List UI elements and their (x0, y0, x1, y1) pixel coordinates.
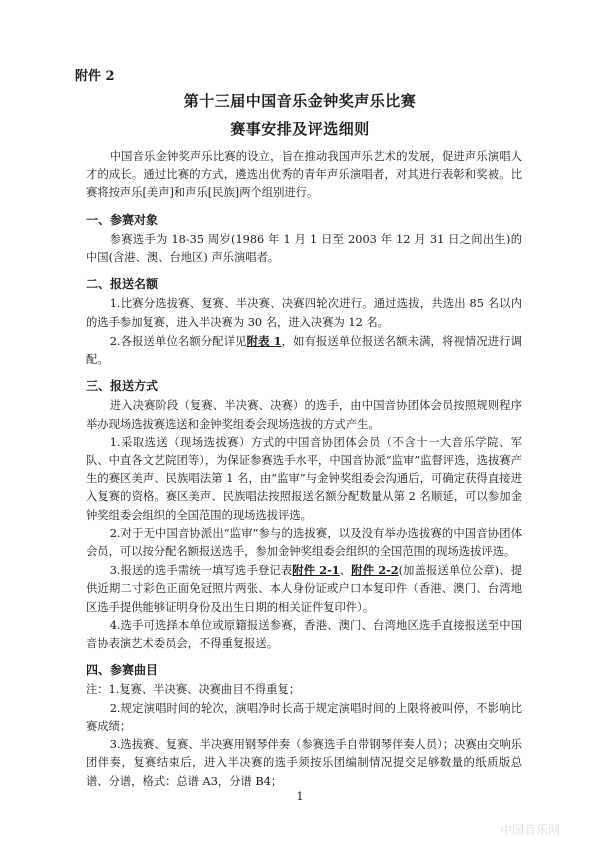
section-2-paragraph-1: 1.比赛分选拔赛、复赛、半决赛、决赛四轮次进行。通过选拔，共选出 85 名以内的选手参加复赛，进入半决赛为 30 名，进入决赛为 12 名。 (86, 297, 522, 329)
document-title-line1: 第十三届中国音乐金钟奖声乐比赛 (183, 92, 417, 110)
section-3-paragraph-1: 1.采取选送（现场选拔赛）方式的中国音协团体会员（不含十一大音乐学院、军队、中直各文艺院团等），为保证参赛选手水平，中国音协派“监审”监督评选，选拔赛产生的赛区美声、民族唱法第 1 名，由“监审”与金钟奖组委会沟通后，可确定获得直接进入复赛的资格。赛区美声、民族唱法按照报送名额分配数量从第 2 名顺延，可以参加金钟奖组委会组织的全国范围的现场选拔评选。 (86, 435, 522, 522)
document-title-line2: 赛事安排及评选细则 (230, 120, 370, 138)
section-4-note-1: 注：1.复赛、半决赛、决赛曲目不得重复； (86, 683, 301, 697)
section-2-text-b: ，如有报送单位报送名额未满，将视情况进行调配。 (86, 334, 522, 367)
watermark: 中国音乐网 (499, 823, 560, 837)
section-1-heading: 一、参赛对象 (86, 212, 159, 227)
section-1-paragraph: 参赛选手为 18-35 周岁(1986 年 1 月 1 日至 2003 年 12 月 31 日之间出生)的中国(含港、澳、台地区) 声乐演唱者。 (86, 232, 522, 265)
section-4-note-2: 2.规定演唱时间的轮次，演唱净时长高于规定演唱时间的上限将被叫停，不影响比赛成绩； (86, 701, 522, 733)
attachment-2-1-link[interactable]: 附件 2-1 (292, 563, 340, 578)
section-2-heading: 二、报送名额 (86, 277, 159, 292)
attachment-label: 附件 2 (75, 69, 115, 84)
section-3-separator: 、 (339, 564, 352, 578)
intro-paragraph: 中国音乐金钟奖声乐比赛的设立，旨在推动我国声乐艺术的发展，促进声乐演唱人才的成长。通过比赛的方式，遴选出优秀的青年声乐演唱者，对其进行表彰和奖被。比赛将按声乐[美声]和声乐[民族]两个组别进行。 (86, 150, 522, 200)
section-3-paragraph-2: 2.对于无中国音协派出“监审”参与的选拔赛，以及没有举办选拔赛的中国音协团体会员，可以按分配名额报送选手，参加金钟奖组委会组织的全国范围的现场选拔评选。 (86, 526, 522, 559)
attachment-2-2-link[interactable]: 附件 2-2 (351, 563, 399, 578)
document-body (86, 148, 522, 791)
section-3-paragraph-4: 4.选手可选择本单位或原籍报送参赛，香港、澳门、台湾地区选手直接报送至中国音协表演艺术委员会，不得重复报送。 (86, 618, 522, 651)
section-3-paragraph-3 (86, 561, 522, 617)
appendix-table-1-link[interactable]: 附表 1 (246, 333, 282, 348)
section-3-heading: 三、报送方式 (86, 379, 159, 394)
section-3-text-b: (加盖报送单位公章)、提供近期二寸彩色正面免冠照片两张、本人身份证或户口本复印件（香港、澳门、台湾地区选手提供能够证明身份及出生日期的相关证件复印件）。 (86, 564, 523, 614)
section-2-paragraph-2 (86, 332, 522, 369)
section-3-text-a: 3.报送的选手需统一填写选手登记表 (109, 564, 293, 578)
page-number: 1 (296, 790, 304, 803)
section-4-note-3: 3.选拔赛、复赛、半决赛用钢琴伴奏（参赛选手自带钢琴伴奏人员）；决赛由交响乐团伴奏，复赛结束后，进入半决赛的选手须按乐团编制情况提交足够数量的纸质版总谱、分谱，格式：总谱 A3，分谱 B4； (86, 738, 522, 788)
section-2-text-a: 2.各报送单位名额分配详见 (109, 334, 247, 348)
section-4-heading: 四、参赛曲目 (86, 663, 159, 678)
section-3-paragraph-0: 进入决赛阶段（复赛、半决赛、决赛）的选手，由中国音协团体会员按照规则程序举办现场选拔赛选送和金钟奖组委会现场选拔的方式产生。 (86, 399, 522, 431)
